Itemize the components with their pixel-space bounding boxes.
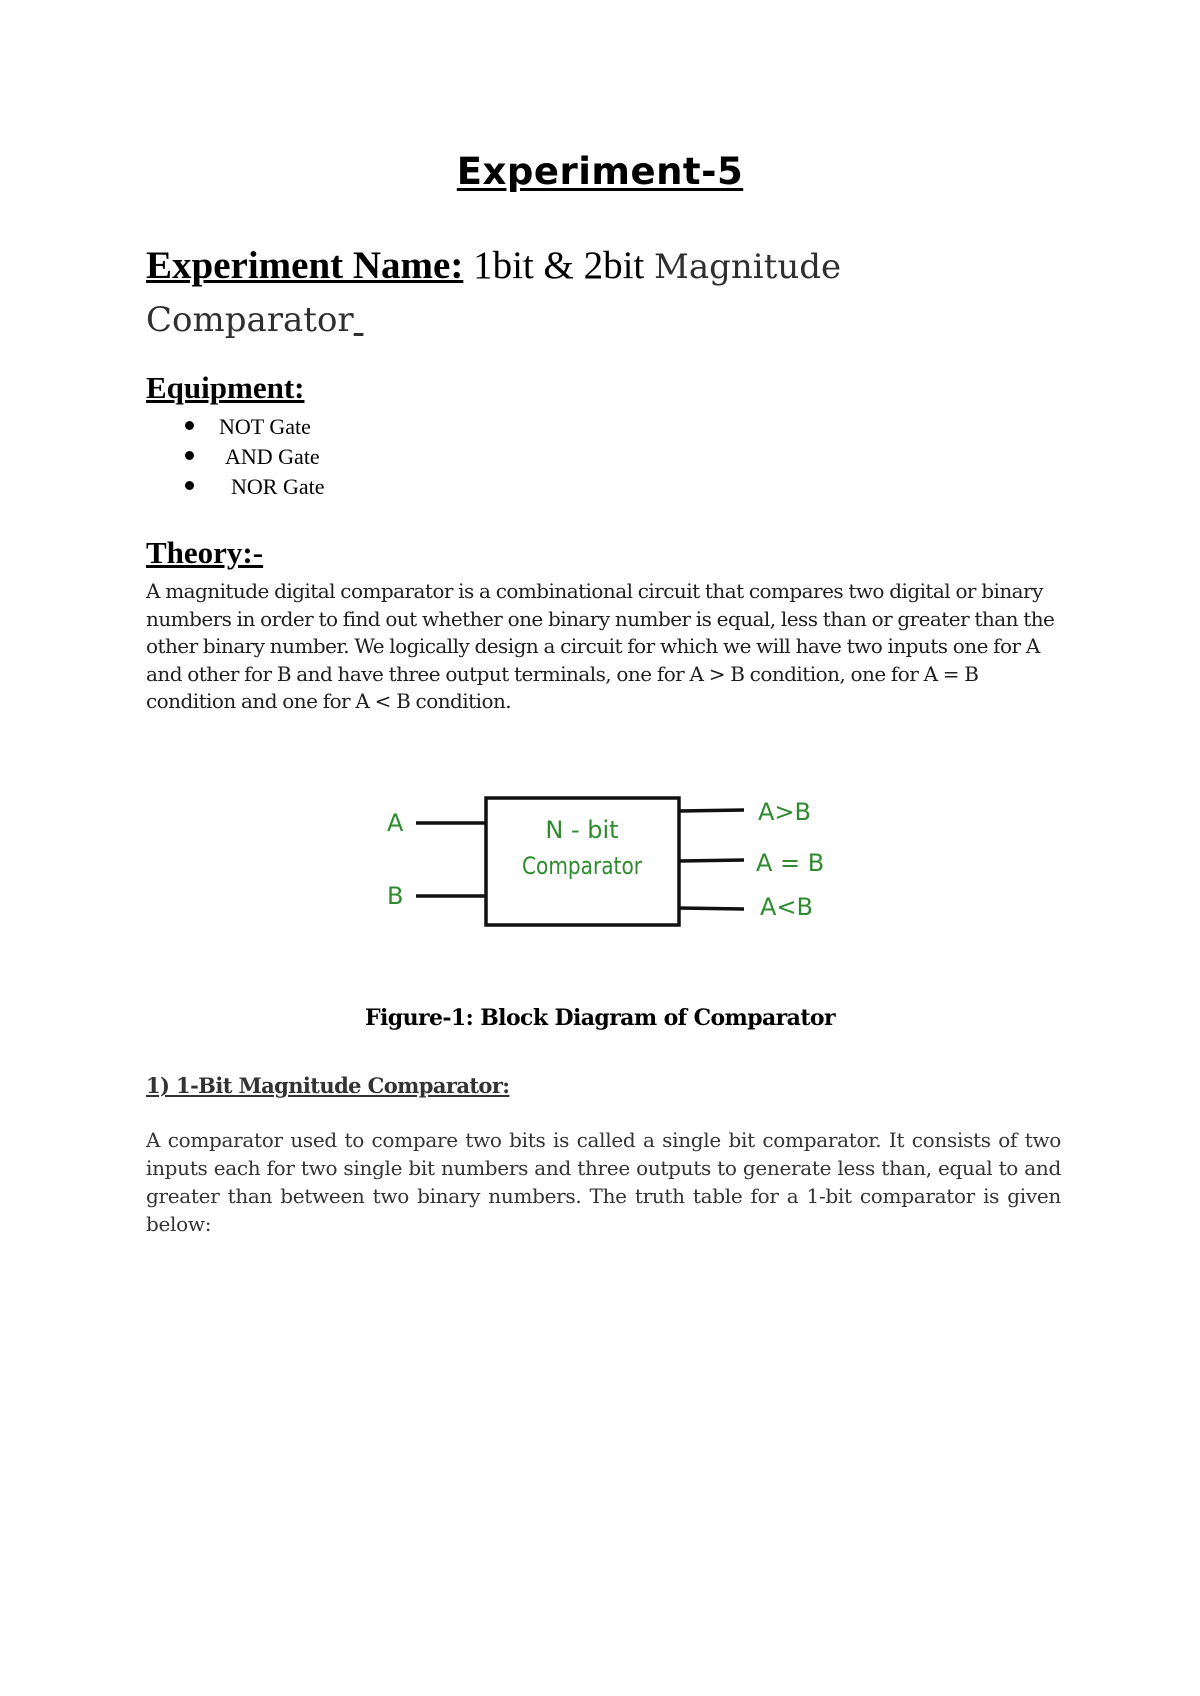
theory-paragraph: A magnitude digital comparator is a combinational circuit that compares two digital or binary numbers in order to find out whether one binary number is equal, less than or greater than the other binary number. We logically design a circuit for which we will have two inputs one for A and other for B and have three output terminals, one for A > B condition, one for A = B condition and one for A < B condition. [146, 579, 1055, 713]
trailing-underline [354, 297, 364, 340]
bullet-icon [185, 451, 194, 460]
experiment-name-value-part1: 1bit & 2bit [473, 244, 645, 287]
comparator-block-diagram [380, 780, 840, 940]
equipment-heading: Equipment: [146, 370, 305, 405]
input-b-label: B [387, 882, 404, 910]
page-title: Experiment-5 [456, 150, 744, 193]
equipment-item-nor: NOR Gate [231, 474, 325, 499]
theory-heading: Theory:- [146, 535, 264, 570]
equipment-item-not: NOT Gate [219, 414, 311, 439]
block-label-line1: N - bit [545, 816, 619, 844]
section-1bit-paragraph: A comparator used to compare two bits is called a single bit comparator. It consists of two inputs each for two single bit numbers and three outputs to generate less than, equal to and greater than between two binary numbers. The truth table for a 1-bit comparator is given below: [146, 1128, 1061, 1236]
output-lt-line [679, 908, 744, 909]
bullet-icon [185, 481, 194, 490]
input-a-label: A [387, 809, 404, 837]
experiment-name [146, 240, 1066, 346]
bullet-icon [185, 421, 194, 430]
output-eq-line [679, 860, 744, 861]
output-lt-label: A<B [760, 893, 813, 921]
equipment-item-and: AND Gate [225, 444, 320, 469]
experiment-name-label: Experiment Name: [146, 244, 464, 287]
experiment-name-value-part2: Magnitude Comparator [146, 247, 842, 340]
block-label-line2: Comparator [522, 852, 643, 880]
figure-caption: Figure-1: Block Diagram of Comparator [365, 1005, 835, 1031]
section-1bit-heading: 1) 1-Bit Magnitude Comparator: [146, 1073, 510, 1098]
output-eq-label: A = B [756, 849, 825, 877]
output-gt-line [679, 810, 744, 811]
output-gt-label: A>B [758, 798, 811, 826]
